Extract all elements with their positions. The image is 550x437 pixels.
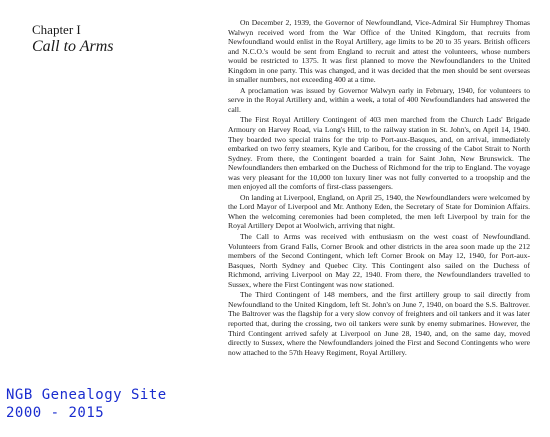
chapter-title: Call to Arms <box>32 38 114 55</box>
paragraph: The Call to Arms was received with enthusiasm on the west coast of Newfoundland. Volunteers from Grand Falls, Corner Brook and other districts in the area soon made up the 212 members of the Second Contingent, which left Corner Brook on May 12, 1940, for Port-aux-Basques, North Sydney and Quebec City. This Contingent also sailed on the Duchess of Richmond, arriving Liverpool on May 22, 1940. From there, the Newfoundlanders travelled to Sussex, where the First Contingent was now stationed. <box>228 232 530 289</box>
watermark-site-name: NGB Genealogy Site <box>6 387 167 403</box>
paragraph: A proclamation was issued by Governor Walwyn early in February, 1940, for volunteers to serve in the Royal Artillery and, within a week, a total of 400 Newfoundlanders had answered the call. <box>228 85 530 114</box>
paragraph: The Third Contingent of 148 members, and the first artillery group to sail directly from Newfoundland to the United Kingdom, left St. John's on June 7, 1940, on board the S.S. Baltrover. The Baltrover was the flagship for a very slow convoy of freighters and oil tankers and it was later reported that, during the crossing, two oil tankers were sunk by enemy submarines. However, the Third Contingent arrived safely at Liverpool on June 28, 1940, and, on the same day, moved directly to Sussex, where the Newfoundlanders joined the First and Second Contingents who were now attached to the 57th Heavy Regiment, Royal Artillery. <box>228 290 530 357</box>
paragraph: On December 2, 1939, the Governor of Newfoundland, Vice-Admiral Sir Humphrey Thomas Walwyn received word from the War Office of the United Kingdom, that recruits from Newfoundland would enlist in the Royal Artillery, age limits to be 20 to 35 years. British officers and N.C.O.'s would be sent from England to recruit and attest the volunteers, whose numbers would be restricted to 1375. It was first planned to move the Newfoundlanders to the United Kingdom in one party. This was changed, and it was decided that the men should be sent overseas in smaller numbers, not exceeding 400 at a time. <box>228 18 530 85</box>
chapter-heading <box>32 22 202 56</box>
chapter-number: Chapter I <box>32 22 81 37</box>
paragraph: The First Royal Artillery Contingent of 403 men marched from the Church Lads' Brigade Armoury on Harvey Road, via Long's Hill, to the railway station in St. John's, on April 14, 1940. They boarded two special trains for the trip to Port-aux-Basques, and, on arrival, immediately embarked on two ferry steamers, Kyle and Caribou, for the crossing of the Cabot Strait to North Sydney. From there, the Contingent boarded a train for Saint John, New Brunswick. The Newfoundlanders then embarked on the Duchess of Richmond for the trip to England. The voyage was very pleasant for the 10,000 ton luxury liner was not fully converted to a troopship and the men enjoyed all the comforts of first-class passengers. <box>228 115 530 192</box>
chapter-body <box>228 18 530 430</box>
paragraph: On landing at Liverpool, England, on April 25, 1940, the Newfoundlanders were welcomed by the Lord Mayor of Liverpool and Mr. Anthony Eden, the Secretary of State for Dominion Affairs. When the welcoming ceremonies had been completed, the men left Liverpool by train for the Royal Artillery Depot at Woolwich, arriving that night. <box>228 192 530 231</box>
watermark-years: 2000 - 2015 <box>6 405 105 421</box>
site-watermark <box>6 386 167 422</box>
